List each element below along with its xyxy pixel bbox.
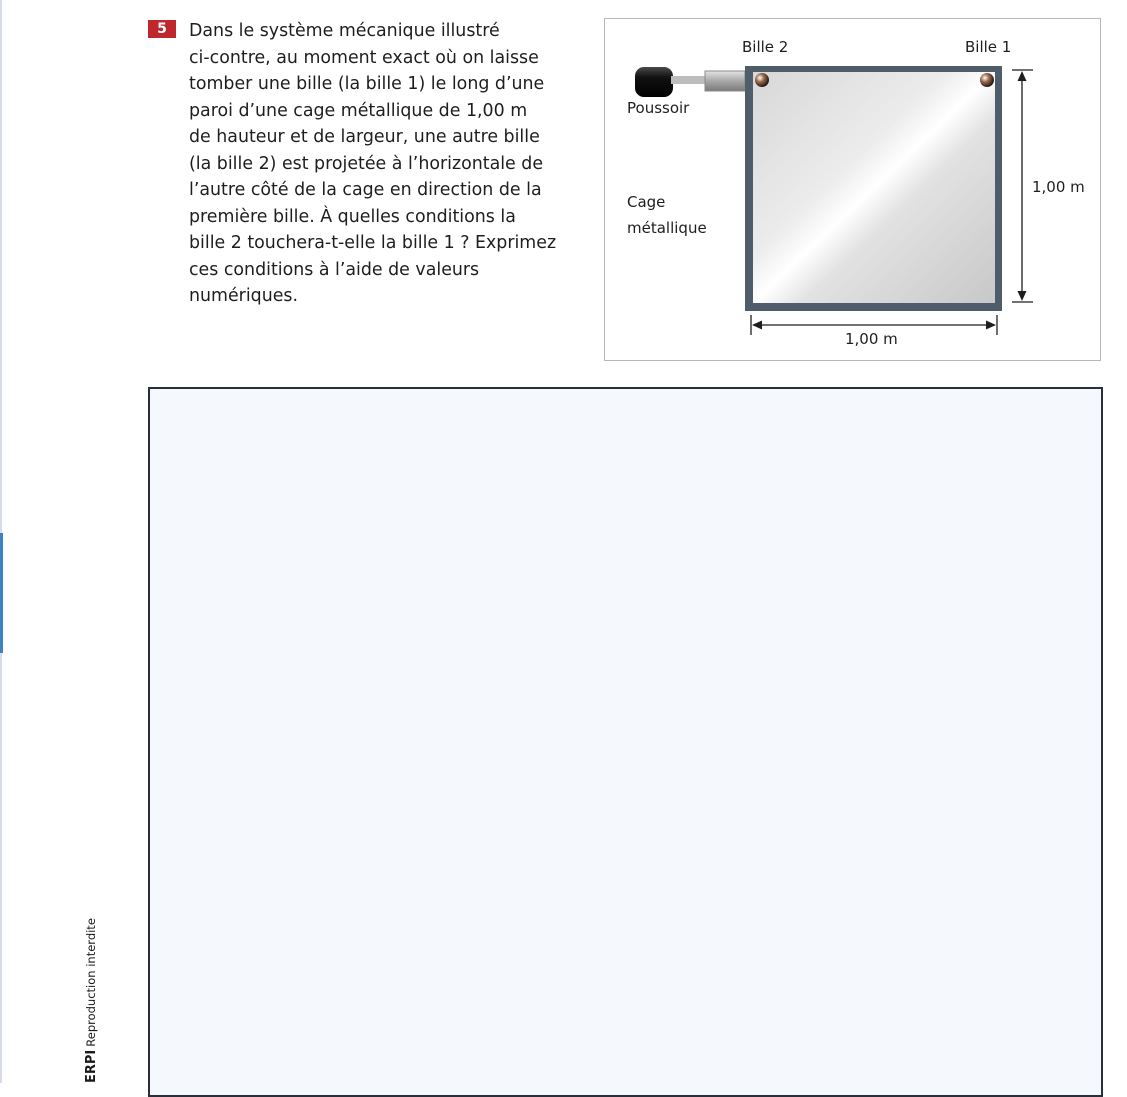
- width-label: 1,00 m: [845, 330, 898, 348]
- exercise-number-badge: 5: [148, 20, 176, 38]
- statement-line-2: ci-contre, au moment exact où on laisse: [189, 47, 539, 68]
- pusher-rod: [671, 76, 707, 84]
- copyright-notice: [84, 918, 99, 1083]
- statement-line-5: de hauteur et de largeur, une autre bille: [189, 127, 540, 147]
- figure-drawing: [605, 19, 1102, 362]
- label-metallique: métallique: [627, 219, 707, 237]
- statement-line-9: bille 2 touchera-t-elle la bille 1 ? Exprimez: [189, 233, 557, 253]
- statement-line-4: paroi d’une cage métallique de 1,00 m: [189, 100, 528, 121]
- statement-line-3: tomber une bille (la bille 1) le long d’une: [189, 74, 545, 94]
- label-cage: Cage: [627, 193, 666, 211]
- reproduction-notice: Reproduction interdite: [84, 918, 98, 1047]
- statement-line-8: première bille. À quelles conditions la: [189, 206, 516, 227]
- pusher-plunger: [705, 71, 745, 91]
- height-label: 1,00 m: [1032, 178, 1085, 196]
- statement-line-11: numériques.: [189, 286, 299, 306]
- page-margin-accent: [0, 533, 3, 653]
- statement-line-10: ces conditions à l’aide de valeurs: [189, 259, 480, 280]
- label-bille-1: Bille 1: [965, 38, 1012, 56]
- label-poussoir: Poussoir: [627, 99, 690, 117]
- statement-line-7: l’autre côté de la cage en direction de la: [189, 180, 542, 200]
- publisher-brand: ERPI: [84, 1049, 99, 1083]
- label-bille-2: Bille 2: [742, 38, 789, 56]
- metal-cage: [745, 66, 1002, 311]
- ball-2: [755, 73, 769, 87]
- pusher-body: [635, 67, 673, 97]
- exercise-statement: [189, 18, 584, 310]
- statement-line-1: Dans le système mécanique illustré: [189, 21, 500, 41]
- height-dimension: [1012, 70, 1033, 302]
- ball-1: [980, 73, 994, 87]
- mechanical-system-figure: [604, 18, 1101, 361]
- cage-interior: [753, 72, 995, 303]
- pusher-device: [635, 67, 745, 97]
- statement-line-6: (la bille 2) est projetée à l’horizontale de: [189, 153, 544, 174]
- answer-area[interactable]: [148, 387, 1103, 1097]
